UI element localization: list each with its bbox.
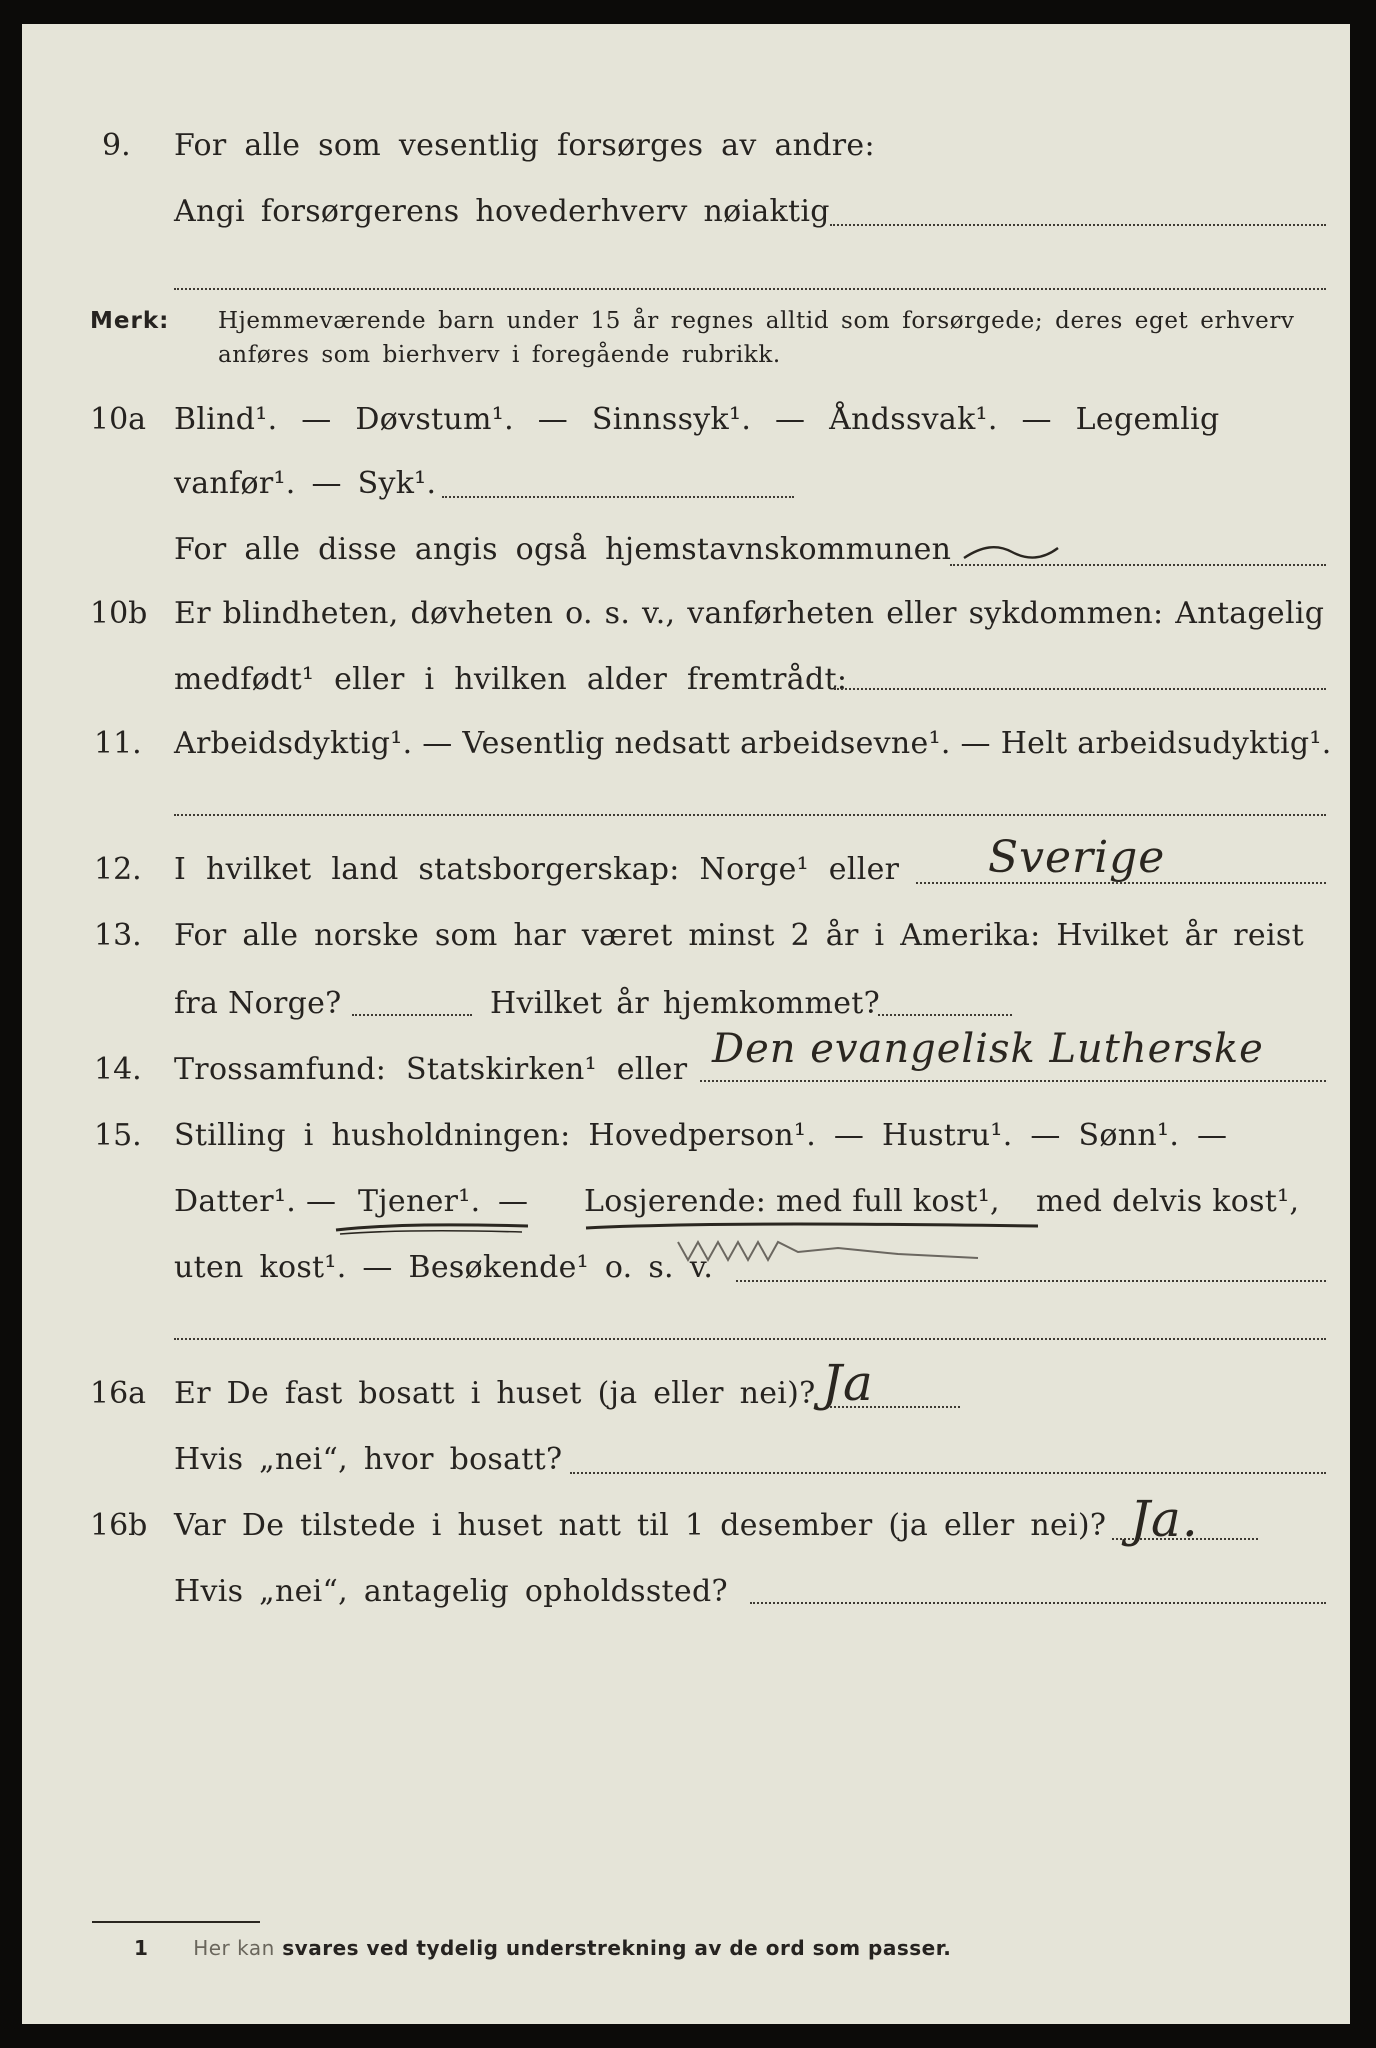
q14-handwritten-answer: Den evangelisk Lutherske [712, 1026, 1264, 1072]
q15-delvis-kost: med delvis kost¹, [1036, 1184, 1300, 1219]
q16a-line2: Hvis „nei“, hvor bosatt? [174, 1442, 563, 1477]
q14-answer-line [700, 1080, 1326, 1082]
q9-line2: Angi forsørgerens hovederhverv nøiaktig [174, 194, 830, 229]
q15-number: 15. [94, 1118, 142, 1153]
q15-extra-line [174, 1338, 1326, 1340]
q9-line1: For alle som vesentlig forsørges av andre: [174, 128, 875, 163]
q10a-number: 10a [90, 402, 147, 437]
merk-line2: anføres som bierhverv i foregående rubrikk. [218, 342, 781, 368]
q10b-answer-line [834, 688, 1326, 690]
q16b-number: 16b [90, 1508, 148, 1543]
q12-handwritten-answer: Sverige [988, 832, 1166, 883]
q12-number: 12. [94, 852, 142, 887]
q10a-line3: For alle disse angis også hjemstavnskommunen [174, 532, 952, 567]
q11-number: 11. [94, 726, 142, 761]
q9-number: 9. [102, 128, 131, 163]
q15-tjener-underline [332, 1220, 532, 1240]
q9-extra-line [174, 288, 1326, 290]
q14-number: 14. [94, 1052, 142, 1087]
q10b-line2: medfødt¹ eller i hvilken alder fremtrådt: [174, 662, 848, 697]
q16b-opholdssted-line [750, 1602, 1326, 1604]
q11-extra-line [174, 814, 1326, 816]
q15-line3: uten kost¹. — Besøkende¹ o. s. v. [174, 1250, 714, 1285]
footnote [134, 1936, 951, 1960]
q10a-syk-line [442, 496, 794, 498]
q13-hjemkommet-line [878, 1014, 1012, 1016]
q10a-line2: vanfør¹. — Syk¹. [174, 466, 437, 501]
footnote-rule [92, 1921, 260, 1923]
q14-line1: Trossamfund: Statskirken¹ eller [174, 1052, 688, 1087]
q16a-number: 16a [90, 1376, 147, 1411]
q16b-line2: Hvis „nei“, antagelig opholdssted? [174, 1574, 728, 1609]
q16a-handwritten-answer: Ja [822, 1354, 874, 1412]
q16b-handwritten-answer: Ja. [1130, 1490, 1199, 1548]
q13-line1: For alle norske som har været minst 2 år i Amerika: Hvilket år reist [174, 918, 1304, 953]
merk-label: Merk: [90, 308, 170, 334]
q11-line1: Arbeidsdyktig¹. — Vesentlig nedsatt arbeidsevne¹. — Helt arbeidsudyktig¹. [174, 726, 1332, 761]
q15-answer-line [736, 1280, 1326, 1282]
q12-line1: I hvilket land statsborgerskap: Norge¹ eller [174, 852, 900, 887]
q15-losjerende: Losjerende: med full kost¹, [584, 1184, 1000, 1219]
q16b-line1: Var De tilstede i huset natt til 1 desember (ja eller nei)? [174, 1508, 1107, 1543]
q10a-line1: Blind¹. — Døvstum¹. — Sinnssyk¹. — Åndssvak¹. — Legemlig [174, 402, 1220, 437]
footnote-faint-text: Her kan [193, 1936, 275, 1960]
q10a-scribble-mark [962, 536, 1062, 566]
footnote-marker: 1 [134, 1936, 149, 1960]
q15-dash: — [498, 1184, 529, 1219]
q16a-line1: Er De fast bosatt i huset (ja eller nei)? [174, 1376, 816, 1411]
census-form-page [22, 24, 1350, 2024]
q16a-bosatt-line [570, 1472, 1326, 1474]
q15-line1: Stilling i husholdningen: Hovedperson¹. — Hustru¹. — Sønn¹. — [174, 1118, 1228, 1153]
q9-answer-line [830, 224, 1326, 226]
q13-number: 13. [94, 918, 142, 953]
q15-line2a: Datter¹. — [174, 1184, 337, 1219]
q13-line2b: Hvilket år hjemkommet? [490, 986, 881, 1021]
q15-tjener: Tjener¹. [358, 1184, 481, 1219]
q10b-number: 10b [90, 596, 148, 631]
q13-reist-line [352, 1014, 472, 1016]
q13-line2a: fra Norge? [174, 986, 342, 1021]
q10b-line1: Er blindheten, døvheten o. s. v., vanførheten eller sykdommen: Antagelig [174, 596, 1325, 631]
merk-line1: Hjemmeværende barn under 15 år regnes alltid som forsørgede; deres eget erhverv [218, 308, 1295, 334]
footnote-text: svares ved tydelig understrekning av de ord som passer. [282, 1936, 952, 1960]
